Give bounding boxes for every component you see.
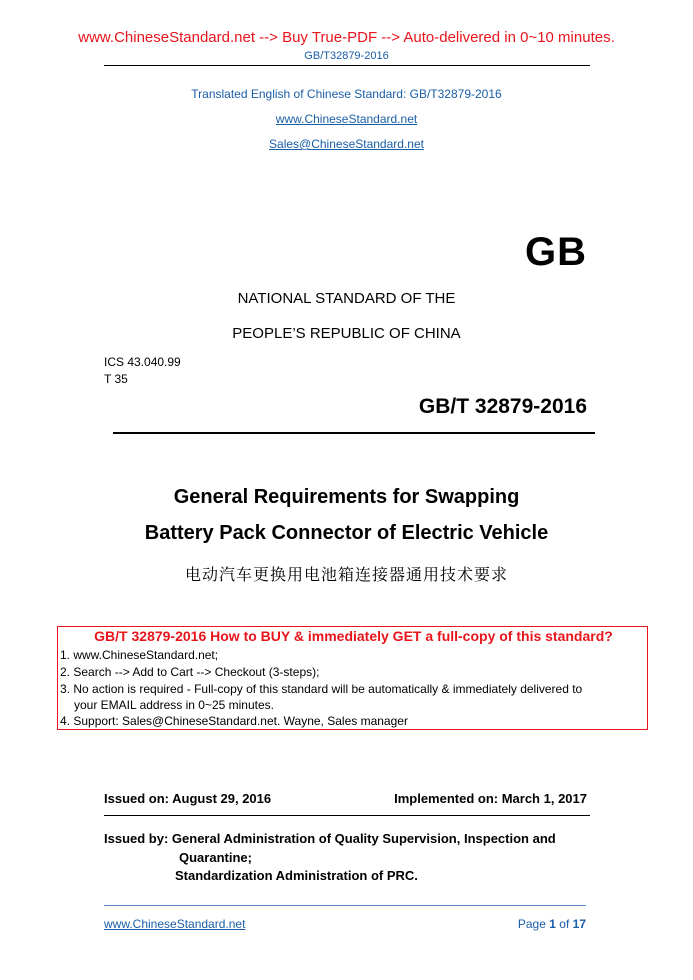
issued-date: Issued on: August 29, 2016 <box>104 791 272 806</box>
t-code: T 35 <box>104 372 128 386</box>
national-standard-line1: NATIONAL STANDARD OF THE <box>237 290 456 307</box>
how-to-buy-box <box>57 626 648 730</box>
national-standard-line2: PEOPLE’S REPUBLIC OF CHINA <box>232 325 461 342</box>
buy-step-3-continued: your EMAIL address in 0~25 minutes. <box>74 698 274 712</box>
buy-step-3: 3. No action is required - Full-copy of this standard will be automatically & immediately delivered to <box>60 682 583 696</box>
issuer-line1: Issued by: General Administration of Quality Supervision, Inspection and <box>104 831 556 846</box>
page-prefix: Page <box>517 917 546 931</box>
page-total: 17 <box>572 917 586 931</box>
standard-number: GB/T 32879-2016 <box>418 395 587 418</box>
issuer-line2: Quarantine; <box>179 850 252 865</box>
top-banner[interactable]: www.ChineseStandard.net --> Buy True-PDF --> Auto-delivered in 0~10 minutes. <box>78 29 615 46</box>
standard-divider <box>113 432 595 434</box>
title-line1: General Requirements for Swapping <box>173 486 520 508</box>
website-link[interactable]: www.ChineseStandard.net <box>275 112 418 126</box>
email-link[interactable]: Sales@ChineseStandard.net <box>269 137 424 151</box>
buy-step-1[interactable]: 1. www.ChineseStandard.net; <box>60 648 219 662</box>
footer-divider <box>104 905 586 906</box>
page-number <box>518 917 586 931</box>
dates-divider <box>104 815 590 816</box>
buy-step-2: 2. Search --> Add to Cart --> Checkout (3-steps); <box>60 665 320 679</box>
gb-mark: GB <box>525 230 587 274</box>
page-of: of <box>559 917 570 931</box>
title-line2: Battery Pack Connector of Electric Vehicle <box>144 522 549 544</box>
implemented-date: Implemented on: March 1, 2017 <box>394 791 587 806</box>
translated-note: Translated English of Chinese Standard: GB/T32879-2016 <box>191 87 502 101</box>
footer-website-link[interactable]: www.ChineseStandard.net <box>104 917 246 931</box>
ics-code: ICS 43.040.99 <box>104 355 181 369</box>
issuer-line3: Standardization Administration of PRC. <box>175 868 418 883</box>
buy-step-4: 4. Support: Sales@ChineseStandard.net. Wayne, Sales manager <box>60 714 408 728</box>
buy-box-heading: GB/T 32879-2016 How to BUY & immediately GET a full-copy of this standard? <box>94 628 613 644</box>
header-standard-code: GB/T32879-2016 <box>304 50 389 62</box>
chinese-title: 电动汽车更换用电池箱连接器通用技术要求 <box>184 567 508 584</box>
page-current: 1 <box>549 917 556 931</box>
header-divider <box>104 65 590 66</box>
